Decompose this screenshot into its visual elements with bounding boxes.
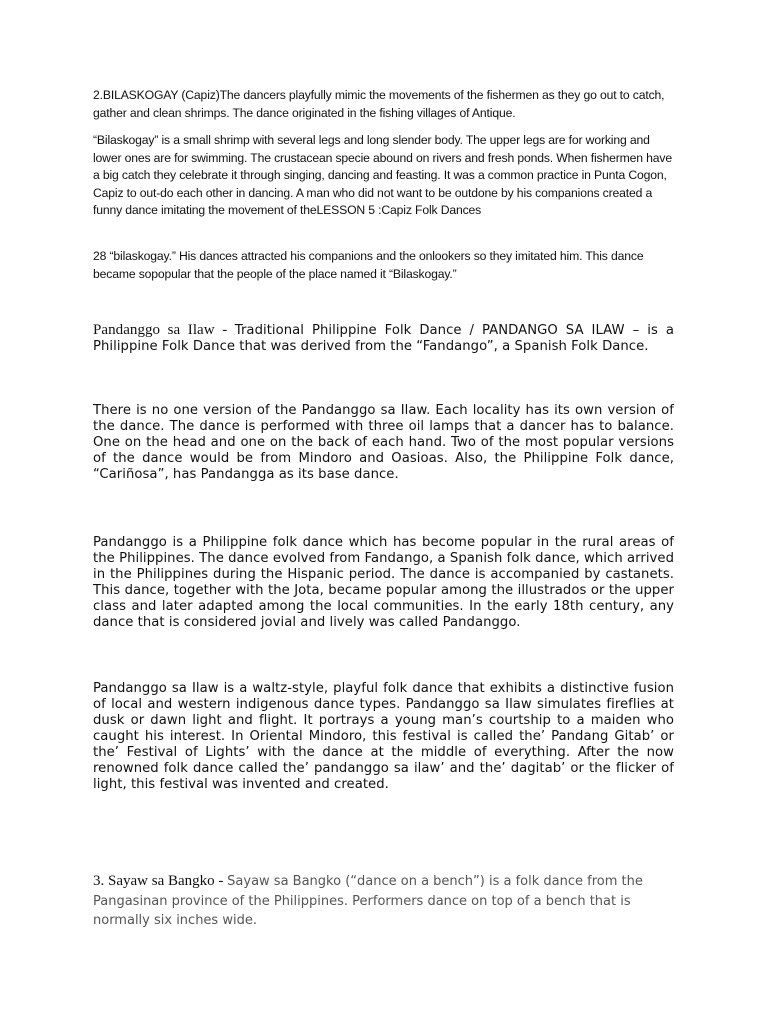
- bilaskogay-paragraph-2: “Bilaskogay” is a small shrimp with several legs and long slender body. The upper legs are for working and lower ones are for swimming. The crustacean specie abound on rivers and fresh ponds. When fishermen have a big catch they celebrate it through singing, dancing and feasting. It was a common practice in Punta Cogon, Capiz to out-do each other in dancing. A man who did not want to be outdone by his companions created a funny dance imitating the movement of theLESSON 5 :Capiz Folk Dances: [93, 133, 672, 218]
- pandanggo-paragraph-4: Pandanggo sa Ilaw is a waltz-style, playful folk dance that exhibits a distinctive fusion of local and western indigenous dance types. Pandanggo sa Ilaw simulates fireflies at dusk or dawn light and flight. It portrays a young man’s courtship to a maiden who caught his interest. In Oriental Mindoro, this festival is called the’ Pandang Gitab’ or the’ Festival of Lights’ with the dance at the middle of everything. After the now renowned folk dance called the’ pandanggo sa ilaw’ and the’ dagitab’ or the flicker of light, this festival was invented and created.: [93, 681, 674, 792]
- pandanggo-heading: Pandanggo sa Ilaw -: [93, 322, 235, 338]
- bilaskogay-paragraph-1: 2.BILASKOGAY (Capiz)The dancers playfully mimic the movements of the fishermen as they go out to catch, gather and clean shrimps. The dance originated in the fishing villages of Antique.: [93, 88, 665, 120]
- sayaw-heading: 3. Sayaw sa Bangko -: [93, 873, 228, 889]
- pandanggo-intro-text: Traditional Philippine Folk Dance / PANDANGO SA ILAW – is a Philippine Folk Dance that was derived from the “Fandango”, a Spanish Folk Dance.: [93, 323, 674, 354]
- bilaskogay-paragraph-3: 28 “bilaskogay.” His dances attracted his companions and the onlookers so they imitated him. This dance became sopopular that the people of the place named it “Bilaskogay.”: [93, 249, 644, 281]
- pandanggo-intro-paragraph: [93, 322, 674, 355]
- sayaw-sa-bangko-paragraph: [93, 872, 674, 931]
- pandanggo-paragraph-2: There is no one version of the Pandanggo sa Ilaw. Each locality has its own version of the dance. The dance is performed with three oil lamps that a dancer has to balance. One on the head and one on the back of each hand. Two of the most popular versions of the dance would be from Mindoro and Oasioas. Also, the Philippine Folk dance, “Cariñosa”, has Pandangga as its base dance.: [93, 403, 674, 482]
- pandanggo-paragraph-3: Pandanggo is a Philippine folk dance which has become popular in the rural areas of the Philippines. The dance evolved from Fandango, a Spanish folk dance, which arrived in the Philippines during the Hispanic period. The dance is accompanied by castanets. This dance, together with the Jota, became popular among the illustrados or the upper class and later adapted among the local communities. In the early 18th century, any dance that is considered jovial and lively was called Pandanggo.: [93, 535, 674, 630]
- sayaw-text: Sayaw sa Bangko (“dance on a bench”) is a folk dance from the Pangasinan province of the Philippines. Performers dance on top of a bench that is normally six inches wide.: [93, 874, 643, 928]
